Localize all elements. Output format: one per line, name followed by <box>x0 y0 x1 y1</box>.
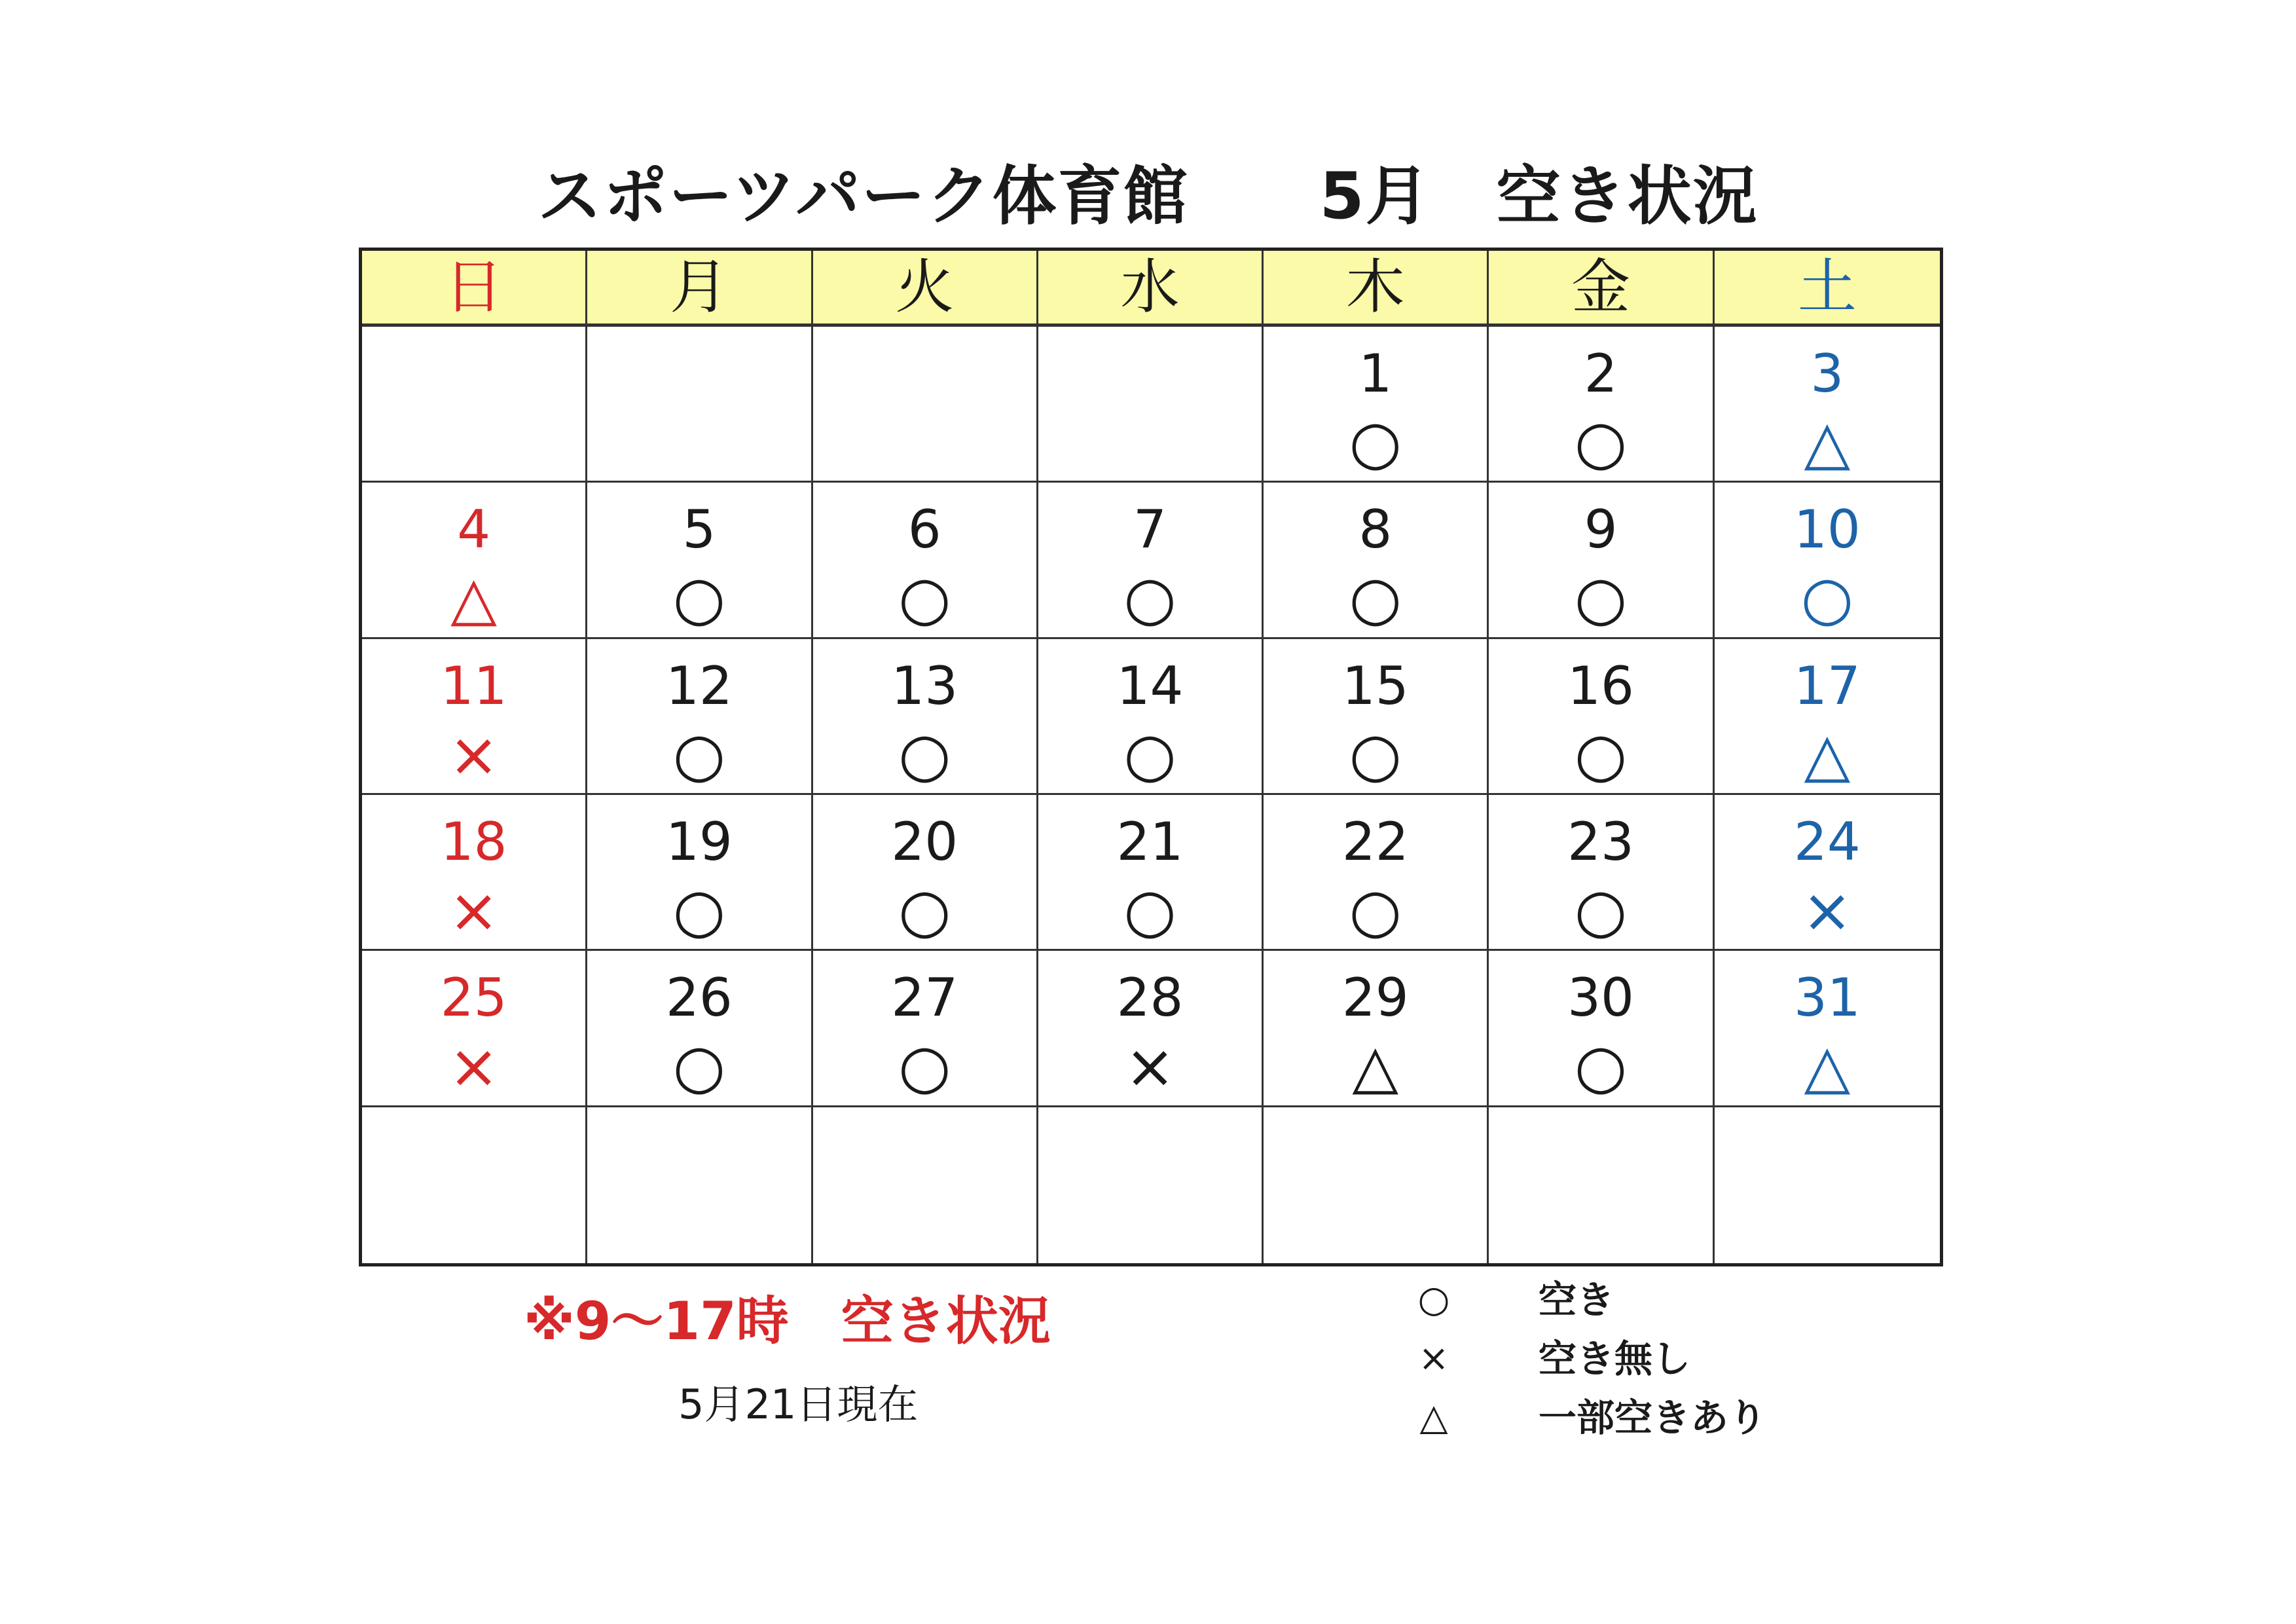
day-number: 22 <box>1341 811 1409 872</box>
weekday-header-saturday: 土 <box>1715 251 1940 327</box>
day-number: 12 <box>666 655 733 716</box>
day-cell <box>587 795 812 951</box>
day-cell <box>1264 951 1489 1107</box>
day-cell <box>813 1107 1038 1263</box>
day-cell <box>362 639 587 795</box>
day-number: 7 <box>1133 499 1167 561</box>
day-number: 1 <box>1358 343 1393 404</box>
availability-mark: △ <box>1804 719 1851 790</box>
day-cell <box>813 951 1038 1107</box>
availability-calendar <box>359 248 1943 1266</box>
day-number: 26 <box>666 967 733 1029</box>
availability-mark: △ <box>1352 1031 1399 1102</box>
day-number: 13 <box>891 655 958 716</box>
day-cell <box>362 951 587 1107</box>
day-cell <box>1038 951 1264 1107</box>
availability-mark: ○ <box>1349 407 1402 477</box>
day-cell <box>1489 795 1714 951</box>
availability-mark: ○ <box>672 875 726 946</box>
day-cell <box>1038 483 1264 638</box>
day-cell <box>1715 951 1940 1107</box>
day-cell <box>1489 639 1714 795</box>
day-cell <box>1038 639 1264 795</box>
day-cell <box>1038 1107 1264 1263</box>
availability-mark: △ <box>1804 407 1851 477</box>
day-cell <box>362 1107 587 1263</box>
day-cell <box>1489 951 1714 1107</box>
day-cell <box>1715 483 1940 638</box>
availability-mark: ○ <box>1349 563 1402 634</box>
legend-symbol-circle: ○ <box>1417 1278 1450 1321</box>
availability-mark: ○ <box>672 563 726 634</box>
legend-label: 一部空きあり <box>1539 1395 1767 1440</box>
hours-note: ※9～17時 空き状況 <box>524 1291 1051 1352</box>
day-cell <box>813 795 1038 951</box>
day-number: 20 <box>891 811 958 872</box>
page-title: スポーツパーク体育館 5月 空き状況 <box>538 159 1758 234</box>
legend-symbol-triangle: △ <box>1419 1396 1448 1439</box>
availability-mark: ○ <box>1574 1031 1628 1102</box>
legend-symbol-cross: × <box>1418 1337 1449 1380</box>
day-number: 16 <box>1567 655 1634 716</box>
day-number: 14 <box>1116 655 1184 716</box>
day-cell <box>362 795 587 951</box>
availability-mark: ○ <box>1574 875 1628 946</box>
day-number: 5 <box>682 499 716 561</box>
availability-mark: × <box>448 1031 500 1102</box>
weekday-header-tuesday: 火 <box>813 251 1038 327</box>
availability-mark: ○ <box>1123 875 1176 946</box>
day-number: 30 <box>1567 967 1634 1029</box>
availability-mark: × <box>448 719 500 790</box>
availability-mark: ○ <box>1349 719 1402 790</box>
day-number: 23 <box>1567 811 1634 872</box>
day-cell <box>1264 483 1489 638</box>
weekday-header-wednesday: 水 <box>1038 251 1264 327</box>
day-number: 9 <box>1584 499 1618 561</box>
availability-mark: △ <box>450 563 498 634</box>
day-number: 17 <box>1793 655 1861 716</box>
day-number: 3 <box>1810 343 1844 404</box>
day-cell <box>1264 795 1489 951</box>
availability-mark: × <box>448 875 500 946</box>
availability-mark: × <box>1802 875 1853 946</box>
day-cell <box>1264 639 1489 795</box>
day-cell <box>587 1107 812 1263</box>
day-cell <box>587 483 812 638</box>
day-number: 27 <box>891 967 958 1029</box>
availability-mark: ○ <box>1574 563 1628 634</box>
availability-mark: ○ <box>672 1031 726 1102</box>
legend-label: 空き無し <box>1539 1337 1691 1381</box>
legend-item <box>1401 1270 1833 1329</box>
day-cell <box>362 327 587 483</box>
day-number: 11 <box>440 655 507 716</box>
availability-mark: ○ <box>1349 875 1402 946</box>
availability-mark: × <box>1124 1031 1176 1102</box>
legend <box>1401 1270 1833 1447</box>
day-cell <box>813 483 1038 638</box>
day-number: 6 <box>907 499 941 561</box>
day-cell <box>813 327 1038 483</box>
day-cell <box>1038 795 1264 951</box>
day-number: 18 <box>440 811 507 872</box>
day-cell <box>1264 327 1489 483</box>
day-cell <box>1489 483 1714 638</box>
as-of-date: 5月21日現在 <box>678 1380 919 1428</box>
day-cell <box>813 639 1038 795</box>
legend-item <box>1401 1388 1833 1447</box>
day-cell <box>1715 795 1940 951</box>
availability-mark: ○ <box>672 719 726 790</box>
day-cell <box>1038 327 1264 483</box>
day-number: 29 <box>1341 967 1409 1029</box>
day-number: 21 <box>1116 811 1184 872</box>
availability-mark: ○ <box>1123 563 1176 634</box>
day-cell <box>1715 1107 1940 1263</box>
availability-mark: ○ <box>898 563 951 634</box>
availability-mark: ○ <box>1123 719 1176 790</box>
legend-label: 空き <box>1539 1278 1615 1322</box>
availability-mark: ○ <box>1574 407 1628 477</box>
day-number: 24 <box>1793 811 1861 872</box>
availability-mark: △ <box>1804 1031 1851 1102</box>
weekday-header-thursday: 木 <box>1264 251 1489 327</box>
day-cell <box>362 483 587 638</box>
availability-mark: ○ <box>1800 563 1853 634</box>
day-number: 25 <box>440 967 507 1029</box>
weekday-header-sunday: 日 <box>362 251 587 327</box>
day-number: 28 <box>1116 967 1184 1029</box>
weekday-header-monday: 月 <box>587 251 812 327</box>
day-number: 2 <box>1584 343 1618 404</box>
availability-mark: ○ <box>898 719 951 790</box>
day-number: 4 <box>457 499 491 561</box>
day-cell <box>1264 1107 1489 1263</box>
day-cell <box>1715 639 1940 795</box>
day-cell <box>587 327 812 483</box>
day-number: 19 <box>666 811 733 872</box>
weekday-header-friday: 金 <box>1489 251 1714 327</box>
day-number: 10 <box>1793 499 1861 561</box>
day-cell <box>587 951 812 1107</box>
availability-mark: ○ <box>898 875 951 946</box>
day-cell <box>587 639 812 795</box>
day-cell <box>1489 327 1714 483</box>
day-number: 8 <box>1358 499 1393 561</box>
day-number: 15 <box>1341 655 1409 716</box>
day-cell <box>1489 1107 1714 1263</box>
day-number: 31 <box>1793 967 1861 1029</box>
legend-item <box>1401 1329 1833 1388</box>
availability-mark: ○ <box>1574 719 1628 790</box>
day-cell <box>1715 327 1940 483</box>
availability-mark: ○ <box>898 1031 951 1102</box>
